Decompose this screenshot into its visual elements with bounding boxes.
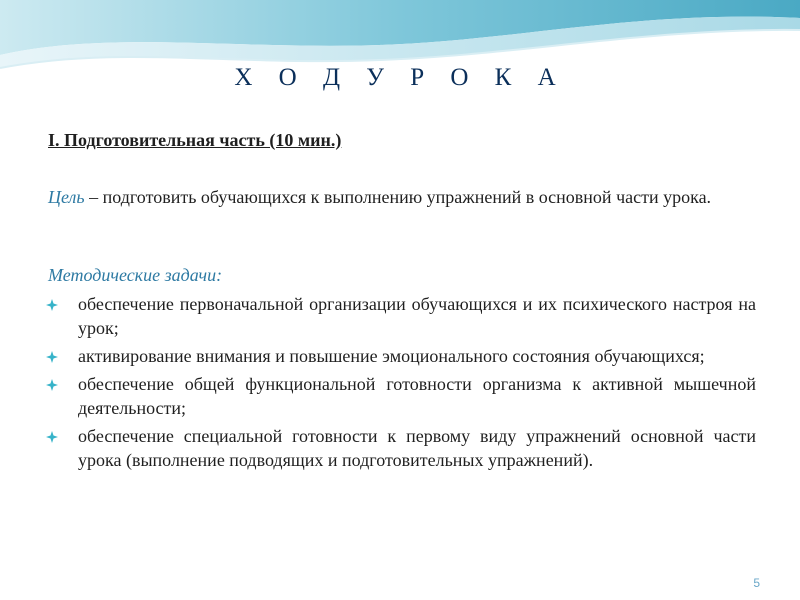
task-text: активирование внимания и повышение эмоционального состояния обучающихся;	[78, 346, 705, 366]
task-text: обеспечение первоначальной организации обучающихся и их психического настроя на урок;	[78, 294, 756, 338]
page-number: 5	[753, 576, 760, 590]
goal-label: Цель	[48, 187, 85, 207]
task-text: обеспечение специальной готовности к первому виду упражнений основной части урока (выполнение подводящих и подготовительных упражнений).	[78, 426, 756, 470]
tasks-list	[40, 292, 756, 476]
section-heading: I. Подготовительная часть (10 мин.)	[48, 130, 342, 150]
list-item	[40, 424, 756, 472]
goal-paragraph	[26, 185, 756, 209]
diamond-bullet-icon	[46, 351, 58, 363]
diamond-bullet-icon	[46, 431, 58, 443]
list-item	[40, 292, 756, 340]
diamond-bullet-icon	[46, 379, 58, 391]
diamond-bullet-icon	[46, 299, 58, 311]
goal-text: – подготовить обучающихся к выполнению упражнений в основной части урока.	[84, 187, 712, 207]
task-text: обеспечение общей функциональной готовности организма к активной мышечной деятельности;	[78, 374, 756, 418]
list-item	[40, 344, 756, 368]
tasks-heading: Методические задачи:	[48, 265, 223, 285]
slide-title: Х О Д У Р О К А	[234, 64, 566, 91]
list-item	[40, 372, 756, 420]
